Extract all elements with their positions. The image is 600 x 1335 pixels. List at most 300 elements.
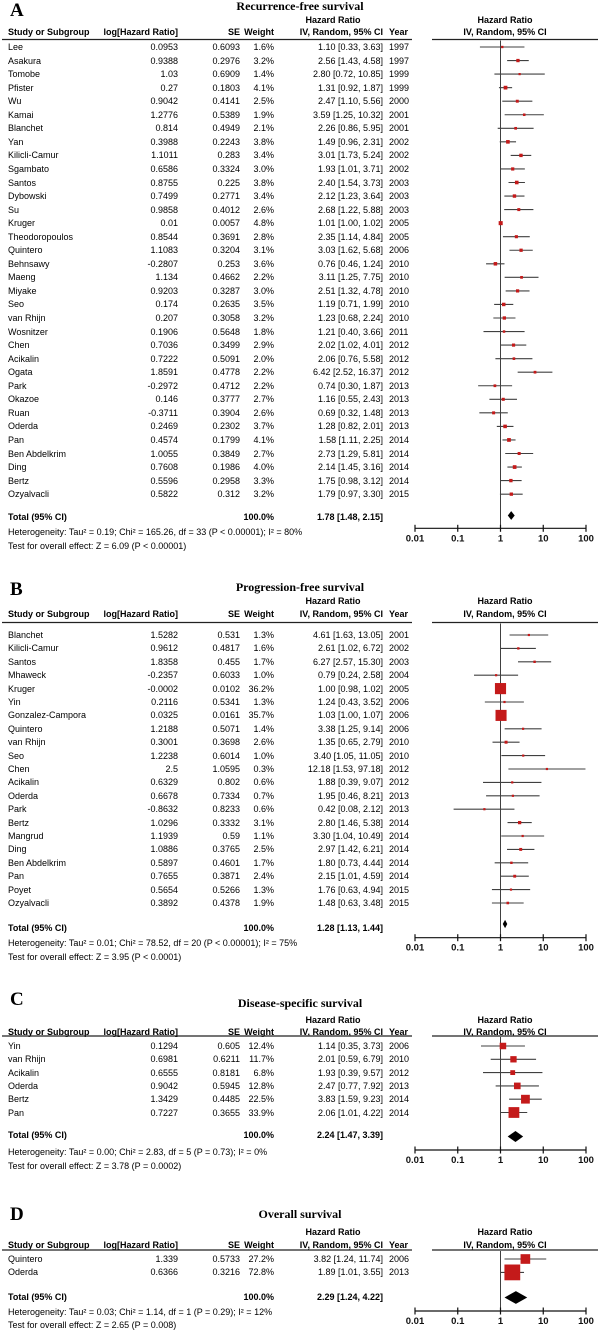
weight-value: 2.7%: [253, 394, 274, 405]
hr-ci-value: 2.06 [0.76, 5.58]: [317, 353, 383, 364]
log-hr-value: 0.7227: [150, 1107, 178, 1118]
hr-ci-value: 3.11 [1.25, 7.75]: [318, 272, 383, 283]
hr-ci-value: 0.42 [0.08, 2.12]: [317, 804, 383, 815]
se-value: 0.5266: [212, 884, 240, 895]
study-row: [0, 394, 600, 407]
column-header-plot-ci: IV, Random, 95% CI: [463, 1240, 547, 1250]
study-row: [0, 123, 600, 136]
log-hr-value: 0.6678: [150, 790, 178, 801]
se-value: 0.4712: [212, 380, 240, 391]
se-value: 0.312: [217, 489, 240, 500]
se-value: 0.4012: [212, 204, 240, 215]
heterogeneity-line-a: Heterogeneity: Tau² = 0.19; Chi² = 165.26, df = 33 (P < 0.00001); I² = 80%: [8, 527, 303, 537]
year-value: 2003: [389, 656, 410, 667]
hr-ci-value: 1.19 [0.71, 1.99]: [317, 299, 383, 310]
study-row: [0, 684, 600, 697]
study-row: [0, 643, 600, 656]
panel-b-title: Progression-free survival: [235, 580, 365, 594]
hr-ci-value: 1.95 [0.46, 8.21]: [317, 790, 383, 801]
se-value: 0.2958: [212, 475, 240, 486]
hr-ci-value: 1.49 [0.96, 2.31]: [317, 136, 383, 147]
log-hr-value: 1.0055: [150, 448, 178, 459]
hr-ci-value: 0.76 [0.46, 1.24]: [317, 258, 383, 269]
study-name: Oderda: [8, 421, 39, 432]
study-row: [0, 697, 600, 710]
study-name: Sgambato: [8, 163, 50, 174]
overall-effect-line-b: Test for overall effect: Z = 3.95 (P < 0.0001): [8, 952, 182, 962]
study-name: Gonzalez-Campora: [8, 710, 87, 721]
study-name: Blanchet: [8, 123, 44, 134]
total-ci-d: 2.29 [1.24, 4.22]: [316, 1292, 383, 1302]
weight-value: 0.3%: [253, 764, 274, 774]
year-value: 2010: [389, 313, 410, 323]
study-name: Poyet: [8, 884, 32, 895]
column-header-study: Study or Subgroup: [8, 27, 90, 37]
study-row: [0, 340, 600, 353]
weight-value: 12.8%: [248, 1080, 274, 1091]
hr-ci-value: 2.73 [1.29, 5.81]: [317, 448, 383, 459]
se-value: 0.3332: [212, 817, 240, 828]
study-name: Oderda: [8, 1080, 39, 1091]
log-hr-value: 0.0953: [150, 42, 178, 52]
year-value: 2013: [389, 421, 410, 432]
se-value: 0.5091: [212, 353, 240, 364]
weight-value: 3.1%: [253, 817, 274, 828]
se-value: 0.4601: [212, 857, 240, 868]
panel-d-letter: D: [10, 1204, 24, 1225]
study-row: [0, 150, 600, 163]
study-row: [0, 885, 600, 898]
study-name: Kruger: [8, 683, 36, 694]
weight-value: 2.1%: [253, 123, 274, 134]
hr-ci-value: 0.74 [0.30, 1.87]: [317, 380, 383, 391]
total-label-d: Total (95% CI): [8, 1292, 67, 1302]
year-value: 2014: [389, 817, 410, 828]
weight-value: 3.8%: [253, 136, 274, 147]
study-row: [0, 313, 600, 326]
study-name: Pfister: [8, 82, 34, 93]
log-hr-value: -0.0002: [147, 683, 178, 694]
log-hr-value: 1.2238: [150, 750, 178, 761]
log-hr-value: 0.0325: [150, 710, 178, 721]
panel-d-title: Overall survival: [258, 1207, 342, 1221]
study-name: Quintero: [8, 723, 43, 734]
study-row: [0, 751, 600, 764]
se-value: 0.3849: [212, 448, 240, 459]
se-value: 0.1986: [212, 462, 240, 473]
study-row: [0, 56, 600, 69]
study-row: [0, 354, 600, 367]
study-row: [0, 1068, 600, 1081]
hazard-ratio-header-right: Hazard Ratio: [477, 1227, 533, 1237]
year-value: 2000: [389, 96, 410, 107]
hr-ci-value: 0.69 [0.32, 1.48]: [317, 407, 383, 418]
se-value: 0.8181: [212, 1067, 240, 1078]
weight-value: 2.6%: [253, 204, 274, 215]
hr-ci-value: 1.28 [0.82, 2.01]: [317, 421, 383, 432]
axis-tick-label: 0.01: [405, 1155, 425, 1166]
year-value: 2010: [389, 737, 410, 748]
year-value: 2010: [389, 272, 410, 283]
study-name: Ben Abdelkrim: [8, 857, 67, 868]
year-value: 2006: [389, 723, 410, 734]
study-row: [0, 844, 600, 857]
year-value: 2014: [389, 857, 410, 868]
study-name: Kilicli-Camur: [8, 643, 59, 654]
hr-ci-value: 1.31 [0.92, 1.87]: [317, 82, 383, 93]
log-hr-value: 0.9612: [150, 643, 178, 654]
year-value: 2006: [389, 710, 410, 721]
se-value: 0.1799: [212, 434, 240, 445]
study-row: [0, 898, 600, 911]
log-hr-value: 0.8755: [150, 177, 178, 188]
weight-value: 1.0%: [253, 750, 274, 761]
hr-ci-value: 1.88 [0.39, 9.07]: [317, 777, 383, 788]
se-value: 0.3204: [212, 245, 240, 256]
study-name: Miyake: [8, 285, 37, 296]
hr-ci-value: 1.24 [0.43, 3.52]: [317, 697, 383, 707]
hr-ci-value: 2.01 [0.59, 6.79]: [317, 1054, 383, 1065]
hr-ci-value: 3.40 [1.05, 11.05]: [313, 750, 383, 761]
weight-value: 2.6%: [253, 737, 274, 748]
se-value: 0.531: [217, 630, 240, 640]
pooled-diamond: [508, 511, 515, 520]
se-value: 0.2976: [212, 55, 240, 66]
year-value: 2002: [389, 150, 410, 161]
weight-value: 1.8%: [253, 326, 274, 337]
se-value: 0.4949: [212, 123, 240, 134]
year-value: 2003: [389, 177, 410, 188]
hazard-ratio-header-left: Hazard Ratio: [305, 1227, 361, 1237]
hr-ci-value: 3.03 [1.62, 5.68]: [317, 245, 383, 256]
se-value: 0.3324: [212, 163, 240, 174]
log-hr-value: 1.3429: [150, 1094, 178, 1105]
study-row: [0, 408, 600, 421]
heterogeneity-line-c: Heterogeneity: Tau² = 0.00; Chi² = 2.83, df = 5 (P = 0.73); I² = 0%: [8, 1147, 268, 1157]
study-row: [0, 1267, 600, 1280]
year-value: 2002: [389, 163, 410, 174]
hr-ci-value: 2.14 [1.45, 3.16]: [317, 462, 383, 473]
study-name: Bertz: [8, 1094, 30, 1105]
log-hr-value: 1.1939: [150, 831, 178, 841]
hr-ci-value: 1.58 [1.11, 2.25]: [318, 434, 383, 445]
se-value: 0.5341: [212, 697, 240, 707]
study-name: Seo: [8, 299, 25, 310]
study-name: Mangrud: [8, 831, 44, 841]
log-hr-value: 0.3988: [150, 136, 178, 147]
log-hr-value: -0.2807: [147, 258, 178, 269]
year-value: 2012: [389, 367, 410, 378]
study-name: Tomobe: [8, 69, 41, 80]
weight-value: 3.1%: [253, 245, 274, 256]
year-value: 2013: [389, 1080, 410, 1091]
se-value: 0.6211: [213, 1054, 240, 1065]
weight-value: 1.3%: [253, 884, 274, 895]
se-value: 0.8233: [212, 804, 240, 815]
axis-tick-label: 0.1: [451, 1316, 465, 1327]
log-hr-value: 0.1906: [150, 326, 178, 337]
year-value: 2001: [389, 109, 410, 120]
study-row: [0, 871, 600, 884]
hr-ci-value: 4.61 [1.63, 13.05]: [312, 630, 383, 640]
axis-tick-label: 0.1: [451, 1155, 465, 1166]
column-header-ci: IV, Random, 95% CI: [299, 1240, 383, 1250]
study-row: [0, 831, 600, 844]
weight-value: 3.8%: [253, 177, 274, 188]
study-name: Lee: [8, 42, 24, 52]
hr-ci-value: 6.42 [2.52, 16.37]: [312, 367, 383, 378]
year-value: 2014: [389, 434, 410, 445]
study-row: [0, 435, 600, 448]
year-value: 1997: [389, 42, 410, 52]
se-value: 0.59: [222, 831, 240, 841]
log-hr-value: 0.7036: [150, 340, 178, 351]
weight-value: 2.9%: [253, 340, 274, 351]
hazard-ratio-header-right: Hazard Ratio: [477, 1015, 533, 1025]
log-hr-value: 0.5654: [150, 884, 178, 895]
panel-c-title: Disease-specific survival: [237, 996, 363, 1010]
study-row: [0, 1108, 600, 1121]
study-name: Mhaweck: [8, 670, 47, 681]
column-header-year: Year: [389, 27, 409, 37]
hr-ci-value: 2.02 [1.02, 4.01]: [317, 340, 383, 351]
study-row: [0, 272, 600, 285]
hr-ci-value: 2.80 [1.46, 5.38]: [317, 817, 383, 828]
year-value: 2010: [389, 258, 410, 269]
se-value: 0.6909: [212, 69, 240, 80]
year-value: 2012: [389, 764, 410, 774]
weight-value: 1.7%: [253, 857, 274, 868]
panel-b-letter: B: [10, 579, 23, 600]
log-hr-value: 1.2776: [150, 109, 178, 120]
study-name: Bertz: [8, 475, 30, 486]
study-row: [0, 804, 600, 817]
study-name: Acikalin: [8, 777, 40, 788]
weight-value: 36.2%: [248, 683, 274, 694]
se-value: 0.4378: [212, 898, 240, 908]
year-value: 2010: [389, 285, 410, 296]
log-hr-value: 0.6586: [150, 163, 178, 174]
study-row: [0, 205, 600, 218]
se-value: 0.7334: [212, 790, 240, 801]
hr-ci-value: 2.12 [1.23, 3.64]: [317, 191, 383, 202]
weight-value: 3.4%: [253, 191, 274, 202]
weight-value: 4.1%: [253, 434, 274, 445]
weight-value: 3.2%: [253, 55, 274, 66]
weight-value: 1.4%: [253, 723, 274, 734]
axis-tick-label: 0.1: [451, 942, 465, 954]
overall-effect-line-d: Test for overall effect: Z = 2.65 (P = 0.008): [8, 1320, 177, 1330]
year-value: 2005: [389, 683, 410, 694]
study-name: Ben Abdelkrim: [8, 448, 67, 459]
log-hr-value: 0.3001: [150, 737, 178, 748]
study-row: [0, 724, 600, 737]
study-row: [0, 449, 600, 462]
weight-value: 2.4%: [253, 871, 274, 882]
log-hr-value: 0.9042: [150, 1080, 178, 1091]
se-value: 0.455: [217, 656, 240, 667]
column-header-year: Year: [389, 609, 409, 619]
weight-value: 27.2%: [248, 1254, 274, 1264]
weight-value: 22.5%: [248, 1094, 274, 1105]
se-value: 0.3904: [212, 407, 240, 418]
se-value: 0.3287: [212, 285, 240, 296]
year-value: 2013: [389, 394, 410, 405]
weight-value: 3.6%: [253, 258, 274, 269]
hr-ci-value: 3.59 [1.25, 10.32]: [312, 109, 383, 120]
se-value: 0.2302: [212, 421, 240, 432]
overall-effect-line-c: Test for overall effect: Z = 3.78 (P = 0.0002): [8, 1161, 182, 1171]
hr-ci-value: 3.30 [1.04, 10.49]: [312, 831, 383, 841]
se-value: 0.5733: [212, 1254, 240, 1264]
log-hr-value: -0.2357: [147, 670, 178, 681]
year-value: 2012: [389, 777, 410, 788]
axis-tick-label: 1: [497, 942, 504, 954]
year-value: 2015: [389, 898, 410, 908]
weight-value: 35.7%: [248, 710, 274, 721]
study-name: Asakura: [8, 55, 42, 66]
log-hr-value: 0.8544: [150, 231, 178, 242]
study-row: [0, 1054, 600, 1067]
se-value: 0.1803: [212, 82, 240, 93]
weight-value: 1.4%: [253, 69, 274, 80]
study-name: Ozyalvacli: [8, 489, 50, 500]
study-name: Kruger: [8, 218, 36, 229]
study-name: Oderda: [8, 790, 39, 801]
se-value: 0.5071: [212, 723, 240, 734]
study-name: Blanchet: [8, 630, 44, 640]
hr-ci-value: 0.79 [0.24, 2.58]: [317, 670, 383, 681]
study-row: [0, 818, 600, 831]
year-value: 2005: [389, 231, 410, 242]
year-value: 1997: [389, 55, 410, 66]
study-name: Santos: [8, 656, 37, 667]
se-value: 0.4662: [212, 272, 240, 283]
hr-ci-value: 1.10 [0.33, 3.63]: [317, 42, 383, 52]
weight-value: 1.3%: [253, 630, 274, 640]
hazard-ratio-header-right: Hazard Ratio: [477, 15, 533, 25]
axis-tick-label: 0.01: [405, 533, 425, 545]
axis-tick-label: 100: [578, 1155, 594, 1166]
year-value: 2015: [389, 489, 410, 500]
se-value: 0.3216: [212, 1267, 240, 1278]
study-row: [0, 259, 600, 272]
se-value: 0.0057: [212, 218, 240, 229]
weight-value: 3.5%: [253, 299, 274, 310]
log-hr-value: 0.01: [160, 218, 178, 229]
study-name: Su: [8, 204, 20, 215]
axis-tick-label: 10: [537, 533, 549, 545]
hr-ci-value: 2.06 [1.01, 4.22]: [317, 1107, 383, 1118]
weight-value: 2.2%: [253, 367, 274, 378]
weight-value: 2.2%: [253, 380, 274, 391]
hr-ci-value: 1.75 [0.98, 3.12]: [317, 475, 383, 486]
column-header-loghr: log[Hazard Ratio]: [103, 1240, 178, 1250]
study-name: Pan: [8, 434, 25, 445]
log-hr-value: 0.7608: [150, 462, 178, 473]
hr-ci-value: 2.35 [1.14, 4.84]: [317, 231, 383, 242]
log-hr-value: 1.0296: [150, 817, 178, 828]
panel-c-letter: C: [10, 989, 24, 1010]
column-header-ci: IV, Random, 95% CI: [299, 609, 383, 619]
study-name: Ruan: [8, 407, 30, 418]
log-hr-value: 0.5822: [150, 489, 178, 500]
se-value: 0.283: [217, 150, 240, 161]
study-row: [0, 96, 600, 109]
column-header-loghr: log[Hazard Ratio]: [103, 27, 178, 37]
study-name: Park: [8, 804, 27, 815]
hr-ci-value: 2.40 [1.54, 3.73]: [317, 177, 383, 188]
hr-ci-value: 2.15 [1.01, 4.59]: [317, 871, 383, 882]
study-row: [0, 489, 600, 502]
log-hr-value: 0.7499: [150, 191, 178, 202]
log-hr-value: 0.146: [155, 394, 178, 405]
se-value: 0.4778: [212, 367, 240, 378]
hr-ci-value: 2.97 [1.42, 6.21]: [317, 844, 383, 855]
weight-value: 3.2%: [253, 489, 274, 500]
axis-tick-label: 0.01: [405, 1316, 425, 1327]
study-name: Bertz: [8, 817, 30, 828]
year-value: 2013: [389, 790, 410, 801]
axis-tick-label: 10: [537, 1316, 549, 1327]
study-row: [0, 69, 600, 82]
total-label-b: Total (95% CI): [8, 923, 67, 933]
log-hr-value: 0.6981: [150, 1054, 178, 1065]
se-value: 0.253: [217, 258, 240, 269]
column-header-year: Year: [389, 1027, 409, 1037]
study-name: Acikalin: [8, 1067, 40, 1078]
se-value: 0.3698: [212, 737, 240, 748]
year-value: 2006: [389, 1041, 410, 1051]
year-value: 2013: [389, 804, 410, 815]
log-hr-value: 0.5897: [150, 857, 178, 868]
weight-value: 0.6%: [253, 804, 274, 815]
log-hr-value: 0.7655: [150, 871, 178, 882]
hr-ci-value: 3.01 [1.73, 5.24]: [317, 150, 383, 161]
se-value: 0.6014: [212, 750, 240, 761]
study-name: van Rhijn: [8, 737, 46, 748]
hr-ci-value: 2.47 [0.77, 7.92]: [317, 1080, 383, 1091]
se-value: 0.3655: [212, 1107, 240, 1118]
axis-tick-label: 100: [578, 533, 594, 545]
study-row: [0, 245, 600, 258]
year-value: 2002: [389, 136, 410, 147]
study-name: Chen: [8, 340, 30, 351]
log-hr-value: 0.6366: [150, 1267, 178, 1278]
axis-tick-label: 1: [497, 1155, 504, 1166]
weight-value: 2.8%: [253, 231, 274, 242]
weight-value: 4.8%: [253, 218, 274, 229]
study-row: [0, 737, 600, 750]
hr-ci-value: 1.93 [0.39, 9.57]: [317, 1067, 383, 1078]
pooled-diamond: [503, 920, 508, 928]
weight-value: 2.0%: [253, 353, 274, 364]
total-weight-b: 100.0%: [243, 923, 274, 933]
year-value: 2002: [389, 643, 410, 654]
column-header-se: SE: [227, 1027, 240, 1037]
column-header-study: Study or Subgroup: [8, 609, 90, 619]
weight-value: 1.3%: [253, 697, 274, 707]
total-weight-c: 100.0%: [243, 1130, 274, 1140]
year-value: 2013: [389, 407, 410, 418]
se-value: 0.3777: [212, 394, 240, 405]
hr-ci-value: 1.93 [1.01, 3.71]: [317, 163, 383, 174]
log-hr-value: -0.8632: [147, 804, 178, 815]
axis-tick-label: 0.1: [451, 533, 465, 545]
study-row: [0, 630, 600, 643]
axis-tick-label: 100: [578, 1316, 594, 1327]
study-row: [0, 164, 600, 177]
